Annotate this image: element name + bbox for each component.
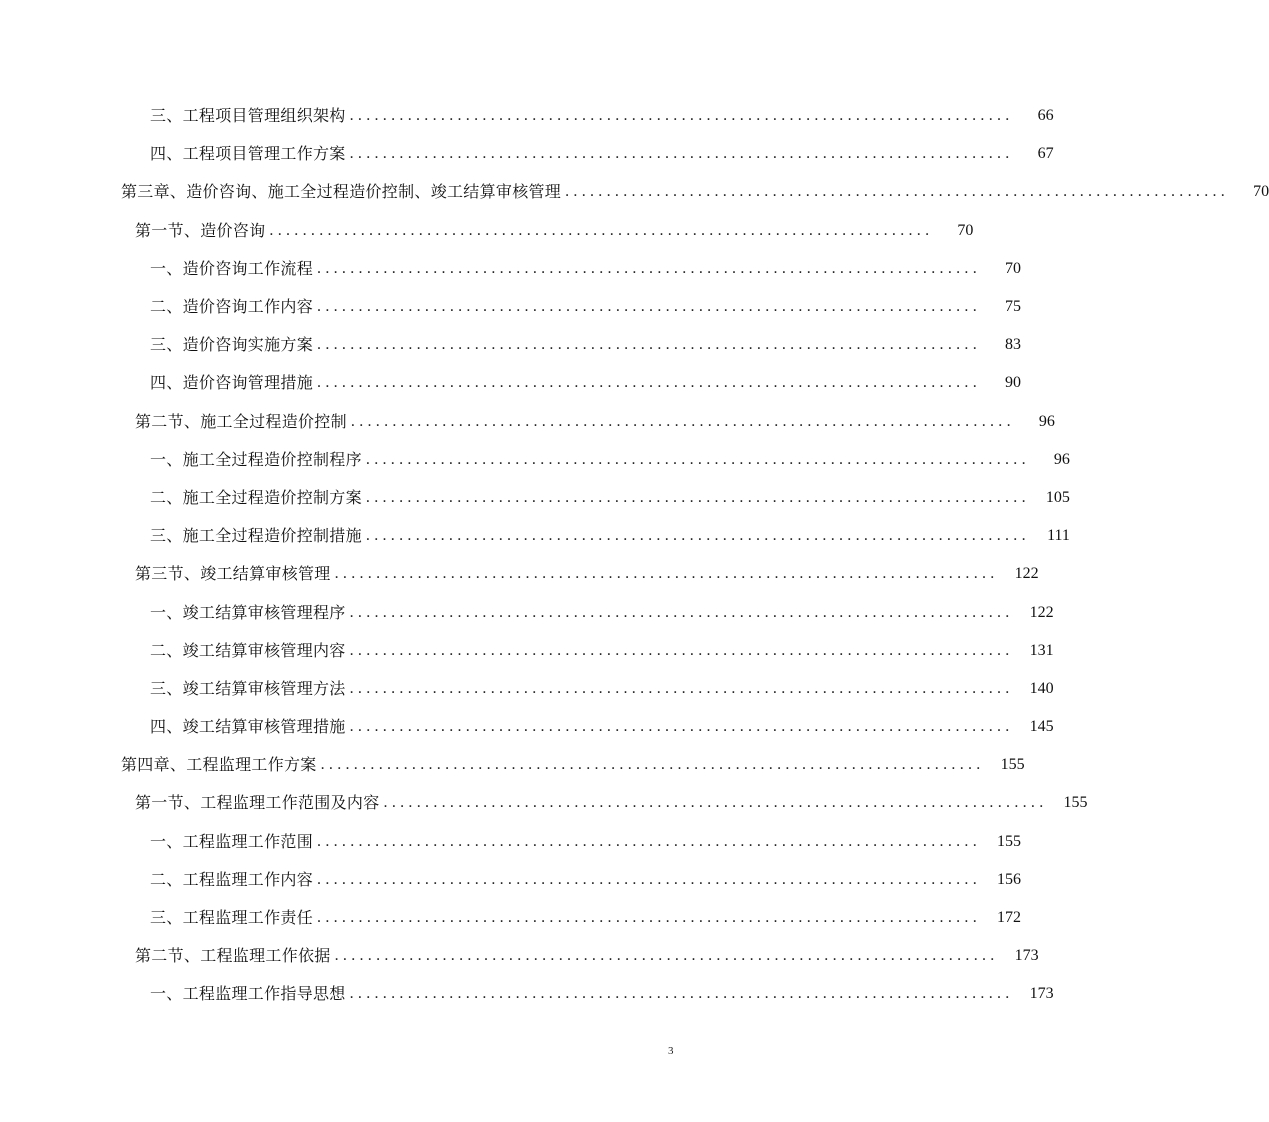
toc-entry-page: 145 <box>1029 718 1054 736</box>
dot-leader: ................................................................................ <box>349 107 1014 125</box>
toc-entry[interactable] <box>0 97 1054 135</box>
dot-leader: ................................................................................ <box>349 985 1014 1003</box>
toc-entry-title: 三、工程监理工作责任 <box>150 908 314 928</box>
toc-entry[interactable] <box>0 288 1022 326</box>
toc-entry-title: 第一节、造价咨询 <box>135 220 266 240</box>
dot-leader: ................................................................................ <box>334 947 999 965</box>
dot-leader: ................................................................................ <box>349 603 1014 621</box>
dot-leader: ................................................................................ <box>317 259 982 277</box>
toc-entry[interactable] <box>0 937 1039 975</box>
toc-entry-page: 70 <box>957 221 974 239</box>
toc-entry-page: 155 <box>997 832 1022 850</box>
toc-entry[interactable] <box>0 135 1054 173</box>
toc-entry-page: 155 <box>1000 756 1025 774</box>
toc-entry-page: 70 <box>1253 183 1269 201</box>
dot-leader: ................................................................................ <box>565 183 1230 201</box>
toc-entry-page: 131 <box>1029 641 1054 659</box>
toc-entry-title: 四、工程项目管理工作方案 <box>150 144 346 164</box>
toc-entry[interactable] <box>0 975 1054 1013</box>
dot-leader: ................................................................................ <box>350 412 1015 430</box>
toc-entry-page: 67 <box>1037 145 1054 163</box>
toc-entry-title: 第二节、工程监理工作依据 <box>135 946 331 966</box>
toc-entry-title: 一、工程监理工作范围 <box>150 831 314 851</box>
toc-entry-page: 122 <box>1029 603 1054 621</box>
toc-entry[interactable] <box>0 441 1070 479</box>
toc-entry-title: 一、竣工结算审核管理程序 <box>150 602 346 622</box>
dot-leader: ................................................................................ <box>269 221 934 239</box>
toc-entry-page: 172 <box>997 909 1022 927</box>
toc-entry-page: 90 <box>1005 374 1022 392</box>
toc-entry[interactable] <box>0 823 1022 861</box>
toc-entry-page: 173 <box>1029 985 1054 1003</box>
toc-entry-page: 75 <box>1005 298 1022 316</box>
dot-leader: ................................................................................ <box>317 870 982 888</box>
toc-entry[interactable] <box>0 479 1070 517</box>
toc-entry[interactable] <box>0 250 1022 288</box>
toc-entry[interactable] <box>0 670 1054 708</box>
table-of-contents <box>0 97 1269 1014</box>
toc-entry-page: 140 <box>1029 679 1054 697</box>
dot-leader: ................................................................................ <box>349 641 1014 659</box>
toc-entry-page: 155 <box>1063 794 1088 812</box>
toc-entry-title: 三、工程项目管理组织架构 <box>150 106 346 126</box>
toc-entry[interactable] <box>0 784 1088 822</box>
toc-entry[interactable] <box>0 364 1022 402</box>
toc-entry[interactable] <box>0 593 1054 631</box>
toc-entry-page: 96 <box>1038 412 1055 430</box>
toc-entry-page: 96 <box>1053 450 1070 468</box>
toc-entry[interactable] <box>0 403 1055 441</box>
toc-entry[interactable] <box>0 746 1025 784</box>
toc-entry-title: 二、造价咨询工作内容 <box>150 297 314 317</box>
toc-entry-title: 四、造价咨询管理措施 <box>150 373 314 393</box>
toc-entry-title: 一、施工全过程造价控制程序 <box>150 449 362 469</box>
dot-leader: ................................................................................ <box>317 298 982 316</box>
page-number: 3 <box>668 1045 674 1057</box>
toc-entry-title: 第三节、竣工结算审核管理 <box>135 564 331 584</box>
dot-leader: ................................................................................ <box>317 336 982 354</box>
dot-leader: ................................................................................ <box>320 756 985 774</box>
toc-entry-title: 二、工程监理工作内容 <box>150 869 314 889</box>
toc-entry-title: 第四章、工程监理工作方案 <box>121 755 317 775</box>
dot-leader: ................................................................................ <box>349 718 1014 736</box>
dot-leader: ................................................................................ <box>334 565 999 583</box>
toc-entry-title: 三、竣工结算审核管理方法 <box>150 678 346 698</box>
toc-entry-page: 173 <box>1014 947 1039 965</box>
toc-entry-page: 83 <box>1005 336 1022 354</box>
toc-entry-page: 111 <box>1047 527 1070 545</box>
toc-entry[interactable] <box>0 326 1022 364</box>
dot-leader: ................................................................................ <box>317 909 982 927</box>
toc-entry-title: 一、造价咨询工作流程 <box>150 258 314 278</box>
toc-entry[interactable] <box>0 173 1269 211</box>
toc-entry-title: 一、工程监理工作指导思想 <box>150 984 346 1004</box>
toc-entry-title: 二、竣工结算审核管理内容 <box>150 640 346 660</box>
dot-leader: ................................................................................ <box>317 374 982 392</box>
dot-leader: ................................................................................ <box>365 488 1030 506</box>
dot-leader: ................................................................................ <box>383 794 1048 812</box>
toc-entry-title: 四、竣工结算审核管理措施 <box>150 717 346 737</box>
toc-entry-title: 第三章、造价咨询、施工全过程造价控制、竣工结算审核管理 <box>121 182 562 202</box>
toc-entry-title: 第二节、施工全过程造价控制 <box>135 411 347 431</box>
toc-entry-title: 第一节、工程监理工作范围及内容 <box>135 793 380 813</box>
dot-leader: ................................................................................ <box>365 450 1030 468</box>
dot-leader: ................................................................................ <box>317 832 982 850</box>
toc-entry[interactable] <box>0 517 1070 555</box>
toc-entry-page: 70 <box>1005 259 1022 277</box>
dot-leader: ................................................................................ <box>349 145 1014 163</box>
dot-leader: ................................................................................ <box>349 679 1014 697</box>
toc-entry-page: 122 <box>1014 565 1039 583</box>
toc-entry-title: 三、施工全过程造价控制措施 <box>150 526 362 546</box>
toc-entry-title: 三、造价咨询实施方案 <box>150 335 314 355</box>
toc-entry[interactable] <box>0 555 1039 593</box>
toc-entry-page: 156 <box>997 870 1022 888</box>
toc-entry-page: 105 <box>1045 488 1070 506</box>
toc-entry[interactable] <box>0 212 974 250</box>
toc-entry[interactable] <box>0 861 1022 899</box>
toc-entry[interactable] <box>0 708 1054 746</box>
toc-entry-title: 二、施工全过程造价控制方案 <box>150 487 362 507</box>
toc-entry[interactable] <box>0 899 1022 937</box>
toc-entry-page: 66 <box>1037 107 1054 125</box>
toc-entry[interactable] <box>0 632 1054 670</box>
dot-leader: ................................................................................ <box>365 527 1030 545</box>
